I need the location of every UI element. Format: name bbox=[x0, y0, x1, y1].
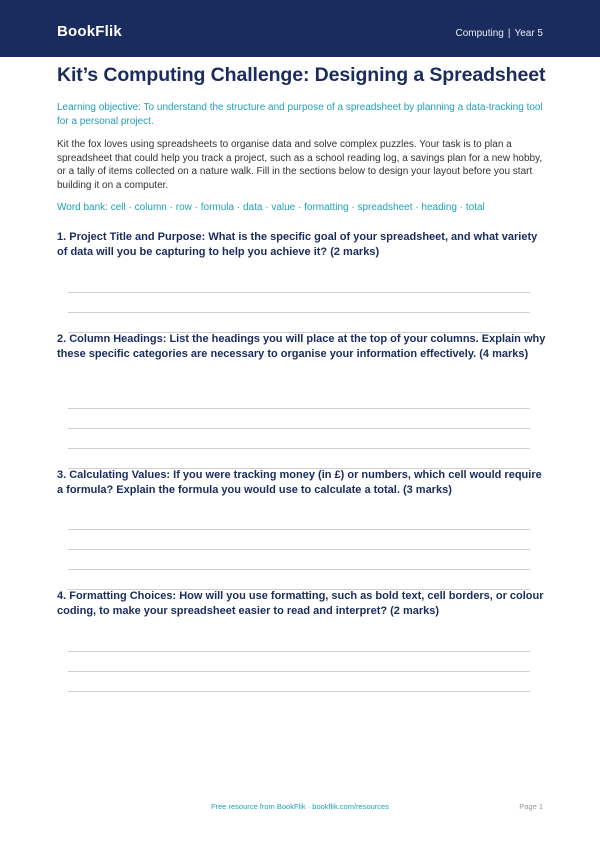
answer-line[interactable] bbox=[68, 312, 530, 313]
footer-text: Free resource from BookFlik · bookflik.com/resources bbox=[211, 802, 389, 811]
page-title: Kit’s Computing Challenge: Designing a Spreadsheet bbox=[57, 64, 546, 86]
brand-logo: BookFlik bbox=[57, 23, 122, 40]
intro-paragraph: Kit the fox loves using spreadsheets to organise data and solve complex puzzles. Your task is to plan a spreadsheet that could help you track a project, such as a school reading log, a savings plan for a new hobby, or a tally of items collected on a nature walk. Fill in the sections below to design your layout before you start building it on a computer. bbox=[57, 139, 543, 191]
answer-line[interactable] bbox=[68, 529, 530, 530]
page-number: Page 1 bbox=[519, 802, 543, 811]
answer-line[interactable] bbox=[68, 691, 530, 692]
answer-line[interactable] bbox=[68, 671, 530, 672]
header-meta bbox=[455, 28, 543, 39]
answer-line[interactable] bbox=[68, 448, 530, 449]
answer-line[interactable] bbox=[68, 651, 530, 652]
question-4: 4. Formatting Choices: How will you use formatting, such as bold text, cell borders, or colour coding, to make your spreadsheet easier to read and interpret? (2 marks) bbox=[57, 590, 544, 617]
answer-line[interactable] bbox=[68, 408, 530, 409]
header-bar bbox=[0, 0, 600, 57]
learning-objective: Learning objective: To understand the structure and purpose of a spreadsheet by planning a data-tracking tool for a personal project. bbox=[57, 102, 543, 127]
answer-line[interactable] bbox=[68, 549, 530, 550]
question-3: 3. Calculating Values: If you were tracking money (in £) or numbers, which cell would require a formula? Explain the formula you would use to calculate a total. (3 marks) bbox=[57, 469, 542, 496]
subject-label: Computing bbox=[455, 28, 504, 39]
year-label: Year 5 bbox=[514, 28, 543, 39]
answer-line[interactable] bbox=[68, 569, 530, 570]
answer-line[interactable] bbox=[68, 428, 530, 429]
question-1: 1. Project Title and Purpose: What is the specific goal of your spreadsheet, and what variety of data will you be capturing to help you achieve it? (2 marks) bbox=[57, 231, 538, 258]
answer-line[interactable] bbox=[68, 292, 530, 293]
meta-separator: | bbox=[507, 28, 511, 39]
question-2: 2. Column Headings: List the headings you will place at the top of your columns. Explain why these specific categories are necessary to organise your information effectively. (4 marks) bbox=[57, 333, 546, 360]
word-bank: Word bank: cell · column · row · formula · data · value · formatting · spreadsheet · heading · total bbox=[57, 202, 485, 213]
